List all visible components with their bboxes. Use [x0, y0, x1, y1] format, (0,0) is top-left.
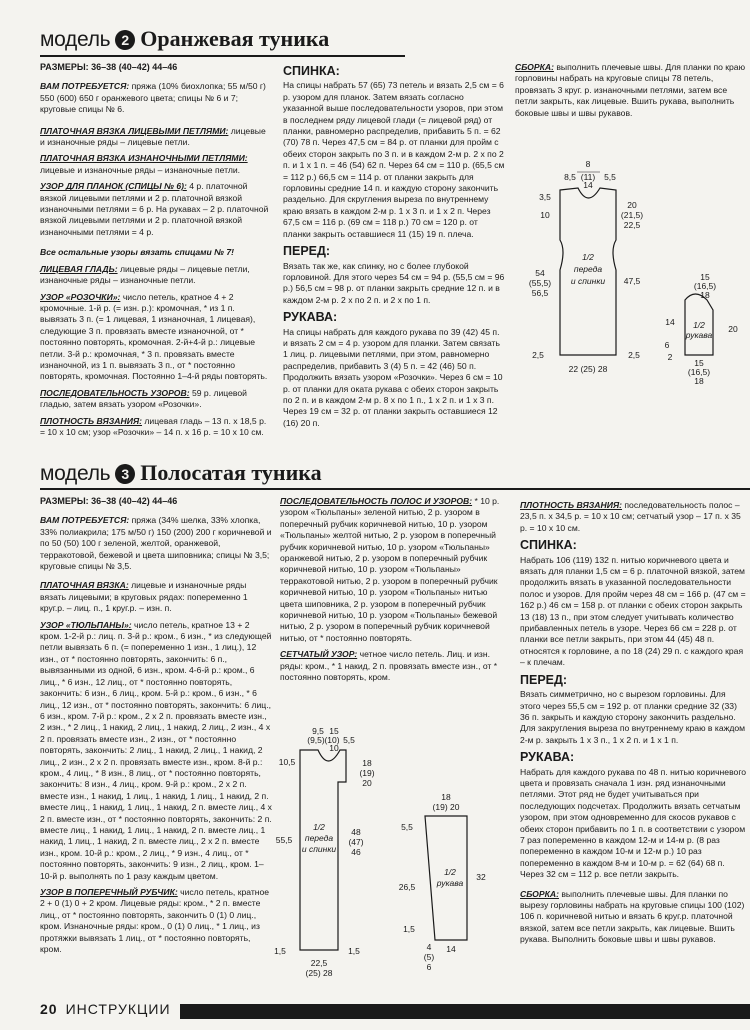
model3-title: Полосатая туника [140, 460, 322, 485]
model3-piece-label: и спинки [301, 844, 337, 854]
model2-dim-text: 2,5 [532, 350, 544, 360]
model2-header-rule [40, 55, 405, 57]
model3-pattern3-text: число петель, кратное 2 + 0 (1) 0 + 2 кром. Лицевые ряды: кром., * 2 п. вместе лиц., от * постоянно повторять, закончить 0 (1) 0 лиц., кром. Изнаночные ряды: кром., 0 (1) 0 лиц., * 1 лиц., из протяжки вывязать 1 лиц., от * постоянно повторять, кром. [40, 887, 270, 955]
model2-pattern3-label: УЗОР ДЛЯ ПЛАНОК (СПИЦЫ № 6): [40, 181, 187, 192]
model3-left-column [40, 496, 272, 960]
model2-sleeve-dim: (16,5) [687, 367, 711, 377]
model2-title: Оранжевая туника [140, 26, 330, 51]
model2-right-column [515, 62, 747, 124]
model3-right-column [520, 500, 747, 951]
model2-pattern5-label: ЛИЦЕВАЯ ГЛАДЬ: [40, 263, 118, 274]
model3-materials-text: пряжа (34% шелка, 33% хлопка, 33% полиакрила; 175 м/50 г) 150 (200) 200 г коричневой и по 50 (50) 100 г зеленой, желтой, оранжевой, терракотовой, бежевой и цвета шиповника; спицы № 3,5; круговые спицы № 3,5. [40, 515, 272, 572]
model3-pattern1-label: ПЛАТОЧНАЯ ВЯЗКА: [40, 580, 129, 591]
model2-dim-text: 8 [585, 159, 591, 169]
model2-sleeve-dim: 15 [694, 358, 704, 368]
model2-materials-label: ВАМ ПОТРЕБУЕТСЯ: [40, 81, 130, 92]
model2-dim-text: 10 [540, 210, 550, 220]
model2-left-column [40, 62, 272, 443]
model3-sleeve-dim: 1,5 [403, 924, 415, 934]
model3-dim-text: (9,5) [307, 735, 325, 745]
model2-dim-text: 20 [627, 200, 637, 210]
model3-sizes: РАЗМЕРЫ: 36–38 (40–42) 44–46 [40, 496, 178, 506]
model2-middle-column [283, 62, 505, 434]
model3-sleeves-heading: РУКАВА: [520, 750, 575, 765]
model3-dim-text: (10) [324, 735, 340, 745]
model2-gauge-text: лицевая гладь – 13 п. х 18,5 р. = 10 х 10 см; узор «Розочки» – 14 п. х 16 р. = 10 х 10 см. [40, 415, 267, 437]
model3-dim-text: (25) 28 [305, 968, 333, 978]
page-number: 20 [40, 1001, 58, 1017]
model2-pattern6-text: число петель, кратное 4 + 2 кромочные. 1-й р. (= изн. р.): кромочная, * из 1 п. вывязать 3 п. (= 1 лицевая, 1 изнаночная, 1 лицевая), следующие 3 п. провязать вместе изнаночной, от * постоянно повторять, кромочная. 2-й+4-й р.: лицевые петли. 3-й р.: кромочная, * 3 п. провязать вместе изнаночной, из 1 п. вывязать 3 п., от * постоянно повторять, кромочная. Постоянно 1–4-й ряды повторять. [40, 291, 268, 382]
model3-sleeve-dim: 14 [446, 944, 456, 954]
model3-sleeve-dim: 5,5 [401, 822, 413, 832]
model3-sleeve-schematic [393, 790, 508, 990]
model3-dim-text: 1,5 [274, 946, 286, 956]
model3-dim-text: 22,5 [310, 958, 328, 968]
model2-materials-text: пряжа (10% биохлопка; 55 м/50 г) 550 (600) 650 г оранжевого цвета; спицы № 6 и 7; круговые спицы № 6. [40, 81, 266, 115]
bleed-through-decoration [420, 18, 429, 56]
model2-pattern1-text: лицевые и изнаночные ряды – лицевые петли. [40, 125, 266, 148]
model2-front-text: Вязать так же, как спинку, но с более глубокой горловиной. Для этого через 54 см = 94 р. (55,5 см = 96 р.) 56,5 см = 98 р. от планки закрыть средние 12 п. и в каждом 2-м р. 2 х по 2 п. и 2 х по 1 п. [283, 260, 505, 305]
model2-sleeve-dim: 15 [700, 272, 710, 282]
model2-sequence-text: 59 р. лицевой гладью, затем вязать узором «Розочки». [40, 387, 247, 410]
model3-piece-label: переда [304, 833, 334, 843]
model3-assembly-label: СБОРКА: [520, 888, 559, 899]
model3-sleeve-dim: 4 [426, 942, 432, 952]
model3-sleeve-label: рукава [436, 878, 464, 888]
model3-dim-text: 5,5 [343, 735, 355, 745]
page-footer [40, 1001, 171, 1017]
model2-pattern6-label: УЗОР «РОЗОЧКИ»: [40, 291, 121, 302]
model2-pattern2-label: ПЛАТОЧНАЯ ВЯЗКА ИЗНАНОЧНЫМИ ПЕТЛЯМИ: [40, 153, 248, 164]
model2-sleeve-dim: 14 [665, 317, 675, 327]
model3-pattern3-label: УЗОР В ПОПЕРЕЧНЫЙ РУБЧИК: [40, 887, 178, 897]
model2-pattern1-label: ПЛАТОЧНАЯ ВЯЗКА ЛИЦЕВЫМИ ПЕТЛЯМИ: [40, 125, 229, 136]
model2-body-schematic [520, 150, 650, 380]
model3-sleeve-dim: 18 [441, 792, 451, 802]
model3-assembly-text: выполнить плечевые швы. Для планки по вырезу горловины набрать на круговые спицы 100 (102) 106 п. коричневой нитью и вязать 6 круг.р. платочной вязкой, затем все петли закрыть, как лицевые. Вшить рукава. Выполнить боковые швы и швы рукавов. [520, 888, 745, 945]
model2-sequence-label: ПОСЛЕДОВАТЕЛЬНОСТЬ УЗОРОВ: [40, 387, 190, 398]
model2-sleeve-label: 1/2 [693, 320, 705, 330]
model2-sleeve-dim: (16,5) [693, 281, 717, 291]
model2-dim-text: (21,5) [620, 210, 644, 220]
model2-assembly-text: выполнить плечевые швы. Для планки по краю горловины набрать на круговые спицы 78 петель, провязать 3 круг. р. изнаночными петлями, затем все петли закрыть, как лицевые. Вшить рукава, выполнить боковые швы и швы рукавов. [515, 62, 746, 118]
model2-dim-text: 8,5 [564, 172, 576, 182]
model3-sleeve-dim: (19) 20 [432, 802, 460, 812]
model3-sleeve-dim: 32 [476, 872, 486, 882]
model3-back-heading: СПИНКА: [520, 538, 577, 553]
model2-sleeve-label: рукава [685, 330, 713, 340]
model2-sleeve-dim: 2 [667, 352, 673, 362]
model3-materials-label: ВАМ ПОТРЕБУЕТСЯ: [40, 515, 130, 526]
model2-piece-label: 1/2 [582, 252, 594, 262]
model3-sleeve-dim: (5) [423, 952, 435, 962]
model3-middle-column [280, 496, 505, 689]
model3-mesh-label: СЕТЧАТЫЙ УЗОР: [280, 649, 358, 660]
model2-back-text: На спицы набрать 57 (65) 73 петель и вязать 2,5 см = 6 р. узором для планок. Затем вязать согласно указанной выше последовательности узоров, при этом в последнем ряду лицевой глади (= лицевой ряд) от планки, равномерно распределив, прибавить 5 п. = 62 (70) 78 п. Через 47,5 см = 84 р. от планки для пройм с обеих сторон закрыть по 3 п. и в каждом 2-м р. 2 х по 2 п. и 1 х 1 п. = 46 (54) 62 п. Через 64 см = 110 р. (65,5 см = 112 р.) 66,5 см = 114 р. от планки закрыть для горловины средние 14 п. и каждую сторону закончить раздельно. Для скругления выреза по внутреннему краю вязать в каждом 2-м р. 1 х 3 п. и 1 х 2 п. Через 67,5 см = 116 р. (69 см = 118 р.) 70 см = 120 р. от планки закрыть оставшиеся 11 (15) 19 п. плеча. [283, 80, 505, 239]
model3-dim-text: 20 [362, 778, 372, 788]
model3-sequence-label: ПОСЛЕДОВАТЕЛЬНОСТЬ ПОЛОС И УЗОРОВ: [280, 496, 473, 506]
model3-mesh-text: четное число петель. Лиц. и изн. ряды: кром., * 1 накид, 2 п. провязать вместе изн., от * постоянно повторять, кром. [280, 649, 498, 683]
model2-sleeve-dim: 6 [664, 340, 670, 350]
model2-dim-text: (11) [580, 172, 596, 182]
model2-label: модель [40, 28, 111, 51]
model2-pattern2-text: лицевые и изнаночные ряды – изнаночные петли. [40, 164, 241, 175]
model3-pattern2-text: число петель, кратное 13 + 2 кром. 1-2-й р.: лиц. п. 3-й р.: кром., 6 изн., * из следующей петли вывязать 6 п. (= попеременно 1 изн., 1 лиц.), 12 изн., от * постоянно повторять, закончить: 6 п., вывязанными из одной, 6 изн., кром. 4-6-й р.: кром., 6 лиц., * 6 изн., 12 лиц., от * постоянно повторять, закончить: 6 изн., 6 лиц., кром. 5-й р.: кром., 6 изн., * 6 лиц., 12 изн., от * постоянно повторять, закончить: 6 лиц., 6 изн., кром. 7-й р.: кром., 2 х 2 п. провязать вместе изн., 2 изн., * 2 лиц., 1 накид, 2 лиц., 1 накид, 2 лиц., 2 изн., 4 х 2 п. провязать вместе изн., 2 изн., от * постоянно повторять, закончить: 2 лиц., 1 накид, 2 лиц., 1 накид, 2 лиц., 2 изн., 2 х 2 п. провязать вместе изн., кром. 8-й р.: кром., 4 лиц., * 8 изн., 8 лиц., от * постоянно повторять, закончить: 8 изн., 4 лиц., кром. 9-й р.: кром., 2 х 2 п. вместе изн., 1 накид, 1 лиц., 1 накид, 1 лиц., 1 накид, 2 п. вместе лиц., 1 накид, 1 лиц., 1 накид, 2 п. вместе лиц., 4 х 2 п. вместе изн., от * постоянно повторять, закончить: 2 п. вместе лиц., 1 накид, 1 лиц., 1 накид, 2 п. вместе лиц., 1 накид, 1 лиц., 1 накид, 2 п. вместе лиц., 2 х 2 п. вместе изн., кром. 10-й р.: кром., 2 лиц., * 9 изн., 4 лиц., от * постоянно повторять, закончить: 9 изн., 2 лиц., кром. 1–10-й р. выполнять по 1 разу каждым цветом. [40, 619, 272, 881]
model2-note: Все остальные узоры вязать спицами № 7! [40, 247, 235, 258]
model2-assembly-label: СБОРКА: [515, 62, 554, 72]
model2-dim-text: 56,5 [531, 288, 549, 298]
model3-dim-text: 1,5 [348, 946, 360, 956]
model3-label: модель [40, 462, 111, 485]
model2-sleeves-heading: РУКАВА: [283, 310, 338, 325]
model3-front-heading: ПЕРЕД: [520, 672, 568, 687]
model2-dim-text: 3,5 [539, 192, 551, 202]
model3-sleeve-dim: 6 [426, 962, 432, 972]
model3-front-text: Вязать симметрично, но с вырезом горловины. Для этого через 55,5 см = 192 р. от планки средние 32 (33) 36 п. закрыть и каждую сторону закончить раздельно. Для закругления выреза по внутреннему краю в каждом 2-м р. закрыть 1 х 3 п., 1 х 2 п. и 1 х 1 п. [520, 689, 746, 745]
model3-sleeve-dim: 26,5 [398, 882, 416, 892]
model3-dim-text: 48 [351, 827, 361, 837]
model2-back-heading: СПИНКА: [283, 64, 340, 78]
model2-pattern5-text: лицевые ряды – лицевые петли, изнаночные ряды – изнаночные петли. [40, 263, 250, 286]
model2-dim-text: 22,5 [623, 220, 641, 230]
model3-sleeves-text: Набрать для каждого рукава по 48 п. нитью коричневого цвета и провязать сначала 1 изн. ряд изнаночными петлями. Этот ряд не будет учитываться при последующих подсчетах. Продолжить вязать сетчатым узором, при этом одновременно для скосов рукавов с обеих сторон прибавить по 1 п. в соответствии с узором 7 раз попеременно в каждом 12-м и 14-м р. (8 раз попеременно в каждом 10-м и 12-м р.) 10 раз попеременно в каждом 8-м и 10-м р. = 62 (64) 68 п. Через 32 см = 112 р. все петли закрыть. [520, 766, 747, 880]
model2-header [40, 26, 329, 52]
model2-piece-label: переда [573, 264, 603, 274]
model2-front-heading: ПЕРЕД: [283, 244, 331, 259]
model3-sequence-text: * 10 р. узором «Тюльпаны» зеленой нитью, 2 р. узором в поперечный рубчик коричневой нитью, 10 р. узором «Тюльпаны» желтой нитью, 2 р. узором в поперечный рубчик коричневой нитью, 10 р. узором «Тюльпаны» оранжевой нитью, 2 р. узором в поперечный рубчик коричневой нитью, 10 р. узором «Тюльпаны» терракотовой нитью, 2 р. узором в поперечный рубчик коричневой нитью, 10 р. узором «Тюльпаны» нитью цвета шиповника, 2 р. узором в поперечный рубчик коричневой нитью, 10 р. узором «Тюльпаны» бежевой нитью, 2 р. узором в поперечный рубчик коричневой нитью, от * постоянно повторять. [280, 496, 500, 643]
model2-gauge-label: ПЛОТНОСТЬ ВЯЗАНИЯ: [40, 415, 143, 426]
model3-number: 3 [115, 464, 135, 484]
model2-dim-text: (55,5) [528, 278, 552, 288]
model2-dim-text: 54 [535, 268, 545, 278]
model2-dim-text: 22 (25) 28 [568, 364, 608, 374]
model2-sleeve-dim: 18 [700, 290, 710, 300]
model3-dim-text: (47) [348, 837, 364, 847]
footer-bar [180, 1004, 750, 1019]
model3-dim-text: 46 [351, 847, 361, 857]
model2-sizes: РАЗМЕРЫ: 36–38 (40–42) 44–46 [40, 62, 178, 72]
model2-sleeve-dim: 18 [694, 376, 704, 386]
model2-pattern3-text: 4 р. платочной вязкой лицевыми петлями и 2 р. платочной вязкой изнаночными петлями = 6 р. На рукавах – 2 р. платочной вязкой лицевыми петлями и 2 р. платочной вязкой изнаночными петлями = 4 р. [40, 181, 269, 237]
model3-dim-text: 10 [329, 743, 339, 753]
model3-back-text: Набрать 106 (119) 132 п. нитью коричневого цвета и вязать для планки 1,5 см = 6 р. платочной вязкой, затем продолжить вязать в указанной последовательности полос и узоров. Для пройм через 48 см = 166 р. (47 см = 162 р.) 46 см = 158 р. от планки с обеих сторон закрыть 13 (18) 13 п., при этом следует учитывать количество прибавленных петель в узоре. Через 66 см = 228 р. от планки все петли закрыть, при этом 44 (45) 48 п. относятся к горловине, а по 18 (24) 29 п. с каждого края – к плечам. [520, 554, 746, 668]
model2-dim-text: 14 [583, 180, 593, 190]
model3-dim-text: 55,5 [275, 835, 293, 845]
model2-sleeves-text: На спицы набрать для каждого рукава по 39 (42) 45 п. и вязать 2 см = 4 р. узором для планки. Затем связать 1 лиц. р. лицевыми петлями, при этом, равномерно распределив, прибавить 3 (4) 5 п. = 42 (46) 50 п. Продолжить вязать узором «Розочки». Через 6 см = 10 р. от планки для оката рукава с обеих сторон закрыть по 2 п. и в каждом 2-м р. 8 х по 1 п., 1 х 2 п. и 1 х 3 п. Через 19 см = 32 р. от планки закрыть оставшиеся 12 (16) 20 п. [283, 326, 503, 428]
model3-gauge-text: последовательность полос – 23,5 п. х 34,5 р. = 10 х 10 см; сетчатый узор – 17 п. х 35 р. = 10 х 10 см. [520, 500, 741, 533]
model3-dim-text: 10,5 [278, 757, 296, 767]
model2-piece-label: и спинки [570, 276, 606, 286]
model3-dim-text: 18 [362, 758, 372, 768]
model2-dim-text: 5,5 [604, 172, 616, 182]
model3-header [40, 460, 322, 486]
model3-dim-text: 15 [329, 726, 339, 736]
model2-dim-text: 2,5 [628, 350, 640, 360]
model3-pattern2-label: УЗОР «ТЮЛЬПАНЫ»: [40, 619, 132, 630]
model2-sleeve-schematic [655, 270, 750, 390]
model2-dim-text: 47,5 [623, 276, 641, 286]
section-name: ИНСТРУКЦИИ [65, 1001, 171, 1017]
model2-number: 2 [115, 30, 135, 50]
model3-pattern1-text: лицевые и изнаночные ряды вязать лицевыми; в круговых рядах: попеременно 1 круг.р. – лиц. п., 1 круг.р. – изн. п. [40, 580, 248, 614]
model3-gauge-label: ПЛОТНОСТЬ ВЯЗАНИЯ: [520, 500, 623, 510]
model3-piece-label: 1/2 [313, 822, 325, 832]
model3-dim-text: (19) [359, 768, 375, 778]
model3-body-schematic [270, 720, 390, 985]
model3-header-rule [40, 488, 750, 490]
model2-sleeve-dim: 20 [728, 324, 738, 334]
model3-sleeve-label: 1/2 [444, 867, 456, 877]
model3-dim-text: 9,5 [312, 726, 324, 736]
